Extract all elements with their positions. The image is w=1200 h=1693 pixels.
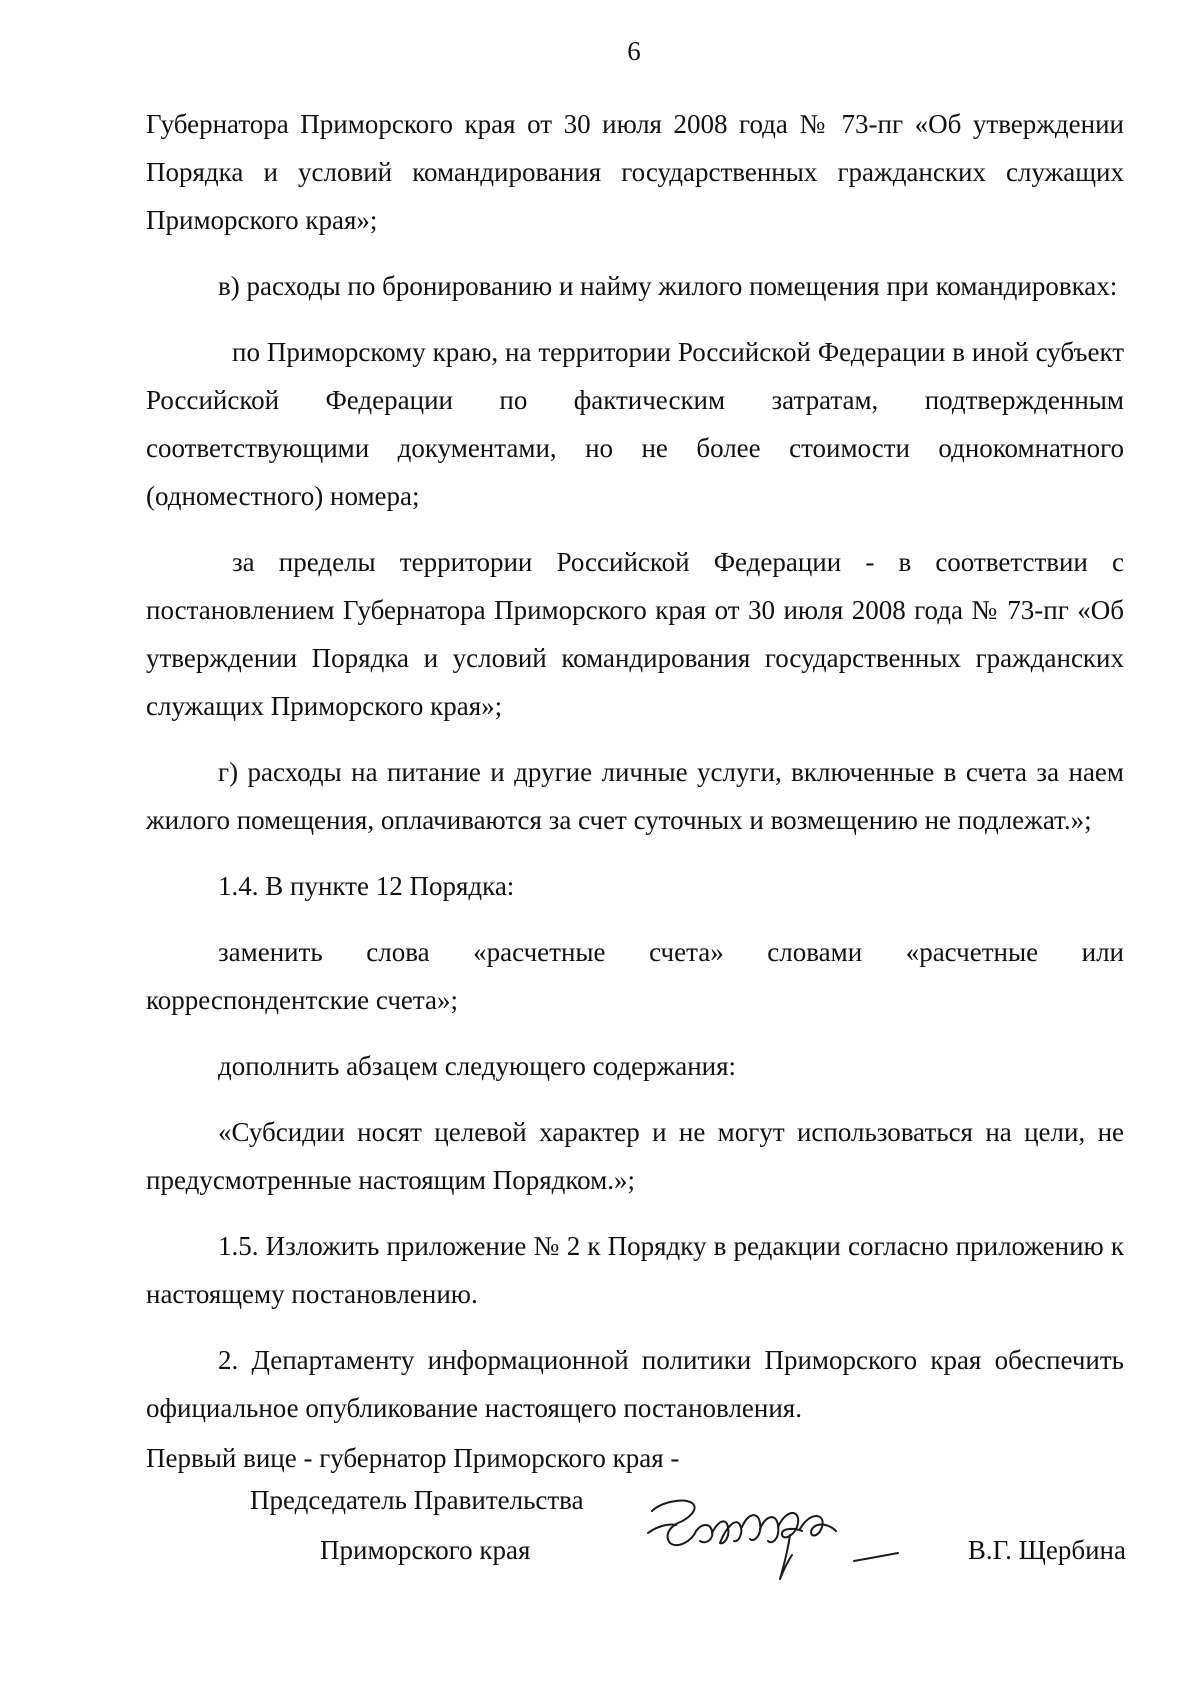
signature-block (146, 1443, 1126, 1603)
signatory-title-line3: Приморского края (320, 1535, 531, 1565)
page-number: 6 (627, 36, 641, 66)
paragraph-abroad: за пределы территории Российской Федерации - в соответствии с постановлением Губернатора Приморского края от 30 июля 2008 года № 73-пг «Об утверждении Порядка и условий командирования государственных гражданских служащих Приморского края»; (146, 547, 1124, 721)
document-body (146, 100, 1124, 1432)
signatory-title-line2: Председатель Правительства (250, 1485, 584, 1515)
paragraph-within-federation: по Приморскому краю, на территории Российской Федерации в иной субъект Российской Федерации по фактическим затратам, подтвержденным соответствующими документами, но не более стоимости однокомнатного (одноместного) номера; (146, 337, 1124, 511)
paragraph-clause-2: 2. Департаменту информационной политики Приморского края обеспечить официальное опубликование настоящего постановления. (146, 1345, 1124, 1423)
paragraph-clause-1-5: 1.5. Изложить приложение № 2 к Порядку в редакции согласно приложению к настоящему постановлению. (146, 1231, 1124, 1309)
handwritten-signature (630, 1483, 900, 1588)
paragraph-continuation: Губернатора Приморского края от 30 июля 2008 года № 73-пг «Об утверждении Порядка и условий командирования государственных гражданских служащих Приморского края»; (146, 109, 1124, 235)
signatory-name: В.Г. Щербина (967, 1535, 1126, 1565)
paragraph-add-clause: дополнить абзацем следующего содержания: (218, 1051, 737, 1081)
paragraph-subsidies: «Субсидии носят целевой характер и не могут использоваться на цели, не предусмотренные настоящим Порядком.»; (146, 1117, 1124, 1195)
paragraph-clause-1-4: 1.4. В пункте 12 Порядка: (218, 871, 515, 901)
paragraph-replace-words: заменить слова «расчетные счета» словами «расчетные или корреспондентские счета»; (146, 937, 1124, 1015)
paragraph-item-v: в) расходы по бронированию и найму жилого помещения при командировках: (218, 271, 1118, 301)
paragraph-item-g: г) расходы на питание и другие личные услуги, включенные в счета за наем жилого помещения, оплачиваются за счет суточных и возмещению не подлежат.»; (146, 757, 1124, 835)
signatory-title-line1: Первый вице - губернатор Приморского края - (146, 1443, 680, 1473)
